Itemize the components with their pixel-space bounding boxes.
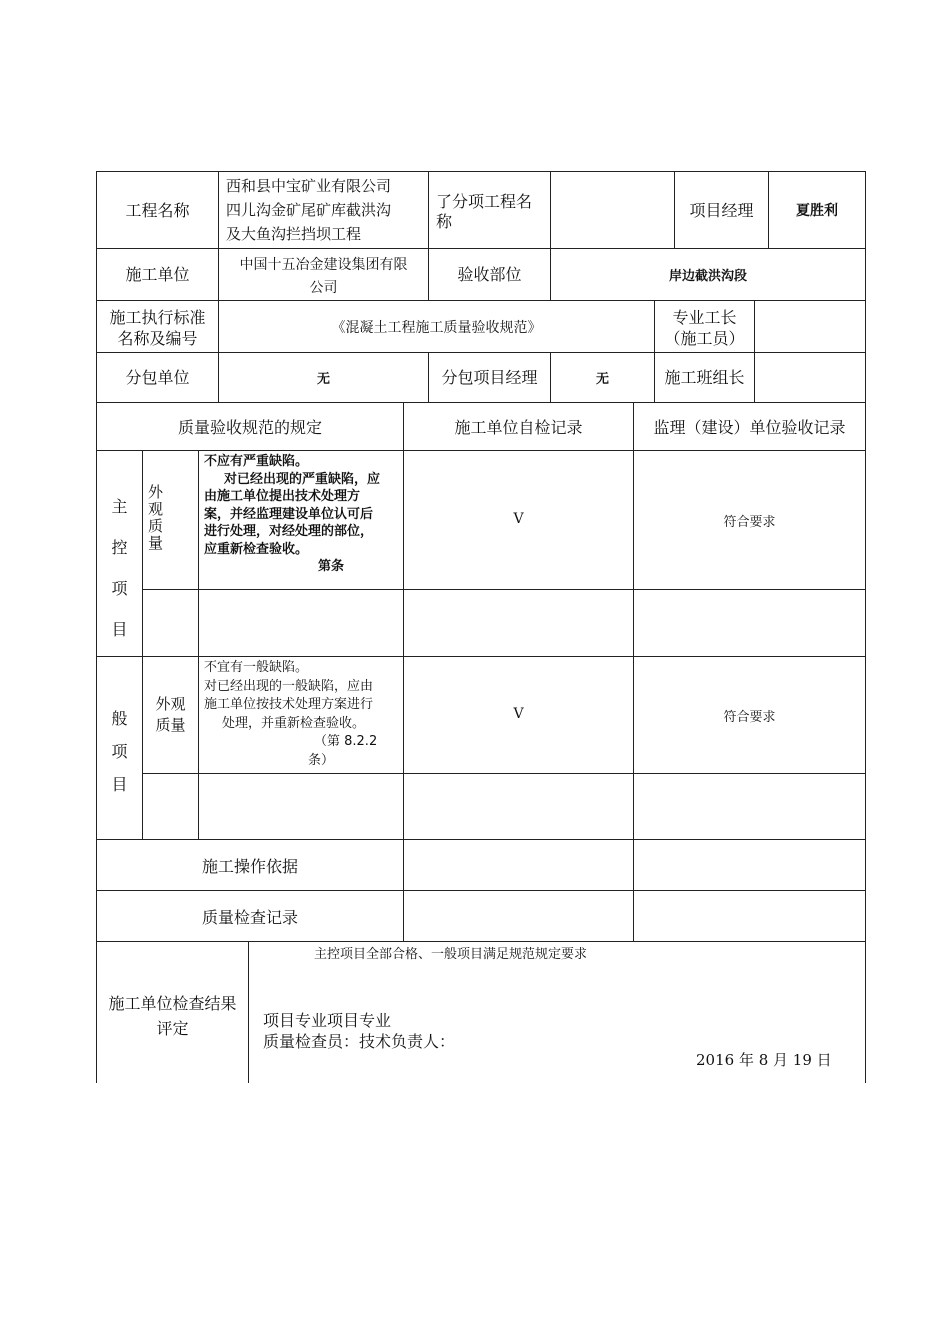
vline: [865, 171, 866, 1083]
vline: [248, 941, 249, 1083]
vline: [633, 402, 634, 941]
general-supervision: 符合要求: [723, 710, 776, 725]
standard-value: 《混凝土工程施工质量验收规范》: [331, 319, 542, 336]
foreman-value: [755, 301, 865, 352]
construction-unit-label: 施工单位: [125, 265, 190, 284]
hline: [96, 450, 866, 451]
project-name-label: 工程名称: [125, 200, 190, 220]
sub-pm-value: 无: [595, 372, 609, 387]
general-item-label: 外观 质量: [155, 695, 186, 734]
hline: [142, 589, 866, 590]
main-control-self-check: V: [513, 511, 524, 527]
conclusion-result: 主控项目全部合格、一般项目满足规范规定要求: [314, 947, 588, 962]
construction-unit-value: 中国十五冶金建设集团有限 公司: [239, 257, 408, 296]
sub-pm-label: 分包项目经理: [441, 368, 538, 387]
hline: [96, 941, 866, 942]
conclusion-signers: 项目专业项目专业 质量检查员：技术负责人：: [263, 1011, 456, 1051]
project-name-value: 西和县中宝矿业有限公司 四儿沟金矿尾矿库截洪沟 及大鱼沟拦挡坝工程: [226, 177, 392, 243]
hline: [142, 773, 866, 774]
acceptance-part-value: 岸边截洪沟段: [668, 269, 747, 284]
hline: [96, 656, 866, 657]
team-leader-label: 施工班组长: [664, 368, 745, 387]
main-control-supervision: 符合要求: [723, 515, 776, 530]
conclusion-label: 施工单位检查结果 评定: [108, 994, 237, 1038]
subcontractor-label: 分包单位: [125, 368, 190, 387]
vline: [403, 402, 404, 941]
column-supervision-header: 监理（建设）单位验收记录: [653, 418, 846, 437]
vline: [218, 171, 219, 248]
construction-basis-label: 施工操作依据: [201, 856, 298, 876]
subitem-name-label: 了分项工程名 称: [436, 192, 533, 231]
conclusion-date: 2016 年 8 月 19 日: [696, 1051, 832, 1069]
column-self-check-header: 施工单位自检记录: [454, 418, 583, 437]
main-control-item-label: 外 观 质 量: [148, 483, 164, 552]
general-self-check: V: [513, 706, 524, 722]
general-group-label: 般 项 目: [111, 709, 128, 794]
general-spec: 不宜有一般缺陷。 对已经出现的一般缺陷，应由 施工单位按技术处理方案进行 处理，并重新检查验收。 （第 8.2.2 条）: [204, 660, 378, 768]
project-manager-label: 项目经理: [689, 200, 754, 220]
main-control-spec: 不应有严重缺陷。 对已经出现的严重缺陷，应 由施工单位提出技术处理方 案，并经监理建设单位认可后 进行处理，对经处理的部位， 应重新检查验收。 第条: [204, 454, 381, 574]
vline: [198, 450, 199, 839]
acceptance-part-label: 验收部位: [457, 265, 522, 284]
vline: [428, 171, 429, 248]
team-leader-value: [755, 353, 865, 402]
subitem-name-value: [551, 172, 674, 248]
subcontractor-value: 无: [316, 372, 330, 387]
main-control-group-label: 主 控 项 目: [111, 497, 128, 639]
standard-label: 施工执行标准 名称及编号: [109, 308, 206, 348]
vline: [142, 450, 143, 839]
column-spec-header: 质量验收规范的规定: [177, 418, 322, 437]
quality-record-label: 质量检查记录: [201, 907, 298, 927]
foreman-label: 专业工长 （施工员）: [664, 308, 745, 348]
project-manager-value: 夏胜利: [796, 203, 838, 219]
